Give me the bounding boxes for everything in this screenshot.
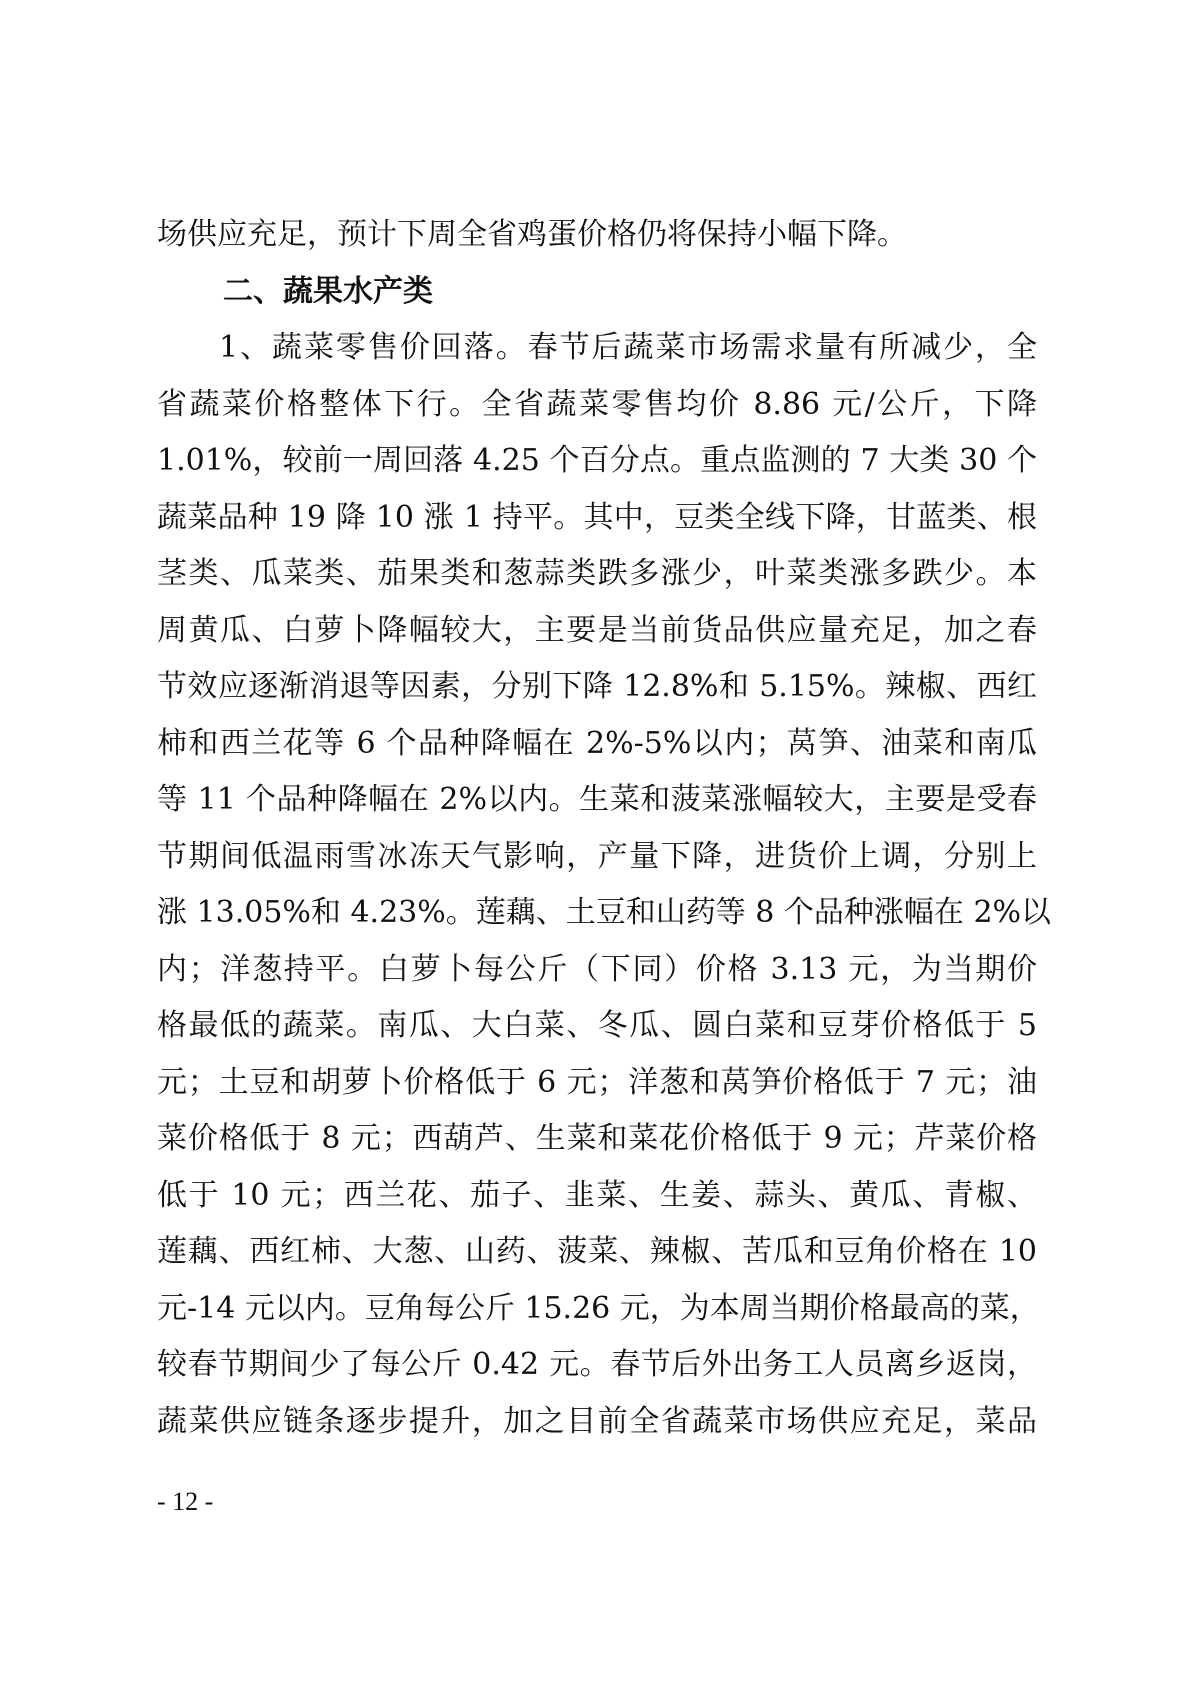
paragraph-line: 1.01%，较前一周回落 4.25 个百分点。重点监测的 7 大类 30 个 [157, 443, 1037, 478]
paragraph-line: 元；土豆和胡萝卜价格低于 6 元；洋葱和莴笋价格低于 7 元；油 [157, 1064, 1037, 1100]
page-number: - 12 - [157, 1487, 214, 1516]
paragraph-line: 莲藕、西红柿、大葱、山药、菠菜、辣椒、苦瓜和豆角价格在 10 [157, 1234, 1037, 1269]
paragraph-line: 蔬菜品种 19 降 10 涨 1 持平。其中，豆类全线下降，甘蓝类、根 [157, 499, 1037, 535]
paragraph-line: 较春节期间少了每公斤 0.42 元。春节后外出务工人员离乡返岗， [157, 1347, 1037, 1382]
section-heading: 二、蔬果水产类 [223, 273, 433, 309]
document-body [157, 207, 1052, 1450]
paragraph-line: 柿和西兰花等 6 个品种降幅在 2%-5%以内；莴笋、油菜和南瓜 [157, 725, 1037, 761]
paragraph-line: 内；洋葱持平。白萝卜每公斤（下同）价格 3.13 元，为当期价 [157, 951, 1037, 987]
paragraph-line: 低于 10 元；西兰花、茄子、韭菜、生姜、蒜头、黄瓜、青椒、 [157, 1177, 1037, 1213]
paragraph-line: 等 11 个品种降幅在 2%以内。生菜和菠菜涨幅较大，主要是受春 [157, 782, 1037, 817]
paragraph-line: 场供应充足，预计下周全省鸡蛋价格仍将保持小幅下降。 [157, 217, 907, 252]
paragraph-line: 涨 13.05%和 4.23%。莲藕、土豆和山药等 8 个品种涨幅在 2%以 [157, 895, 1052, 930]
paragraph-line: 周黄瓜、白萝卜降幅较大，主要是当前货品供应量充足，加之春 [157, 612, 1037, 648]
paragraph-line: 格最低的蔬菜。南瓜、大白菜、冬瓜、圆白菜和豆芽价格低于 5 [157, 1008, 1037, 1043]
paragraph-line: 节效应逐渐消退等因素，分别下降 12.8%和 5.15%。辣椒、西红 [157, 669, 1037, 704]
paragraph-line: 省蔬菜价格整体下行。全省蔬菜零售均价 8.86 元/公斤，下降 [157, 386, 1037, 422]
paragraph-line: 蔬菜供应链条逐步提升，加之目前全省蔬菜市场供应充足，菜品 [157, 1403, 1037, 1439]
paragraph-line: 节期间低温雨雪冰冻天气影响，产量下降，进货价上调，分别上 [157, 838, 1037, 874]
paragraph-line: 元-14 元以内。豆角每公斤 15.26 元，为本周当期价格最高的菜， [157, 1290, 1040, 1326]
paragraph-line: 1、蔬菜零售价回落。春节后蔬菜市场需求量有所减少，全 [219, 330, 1037, 365]
paragraph-line: 茎类、瓜菜类、茄果类和葱蒜类跌多涨少，叶菜类涨多跌少。本 [157, 556, 1037, 591]
paragraph-line: 菜价格低于 8 元；西葫芦、生菜和菜花价格低于 9 元；芹菜价格 [157, 1121, 1037, 1156]
